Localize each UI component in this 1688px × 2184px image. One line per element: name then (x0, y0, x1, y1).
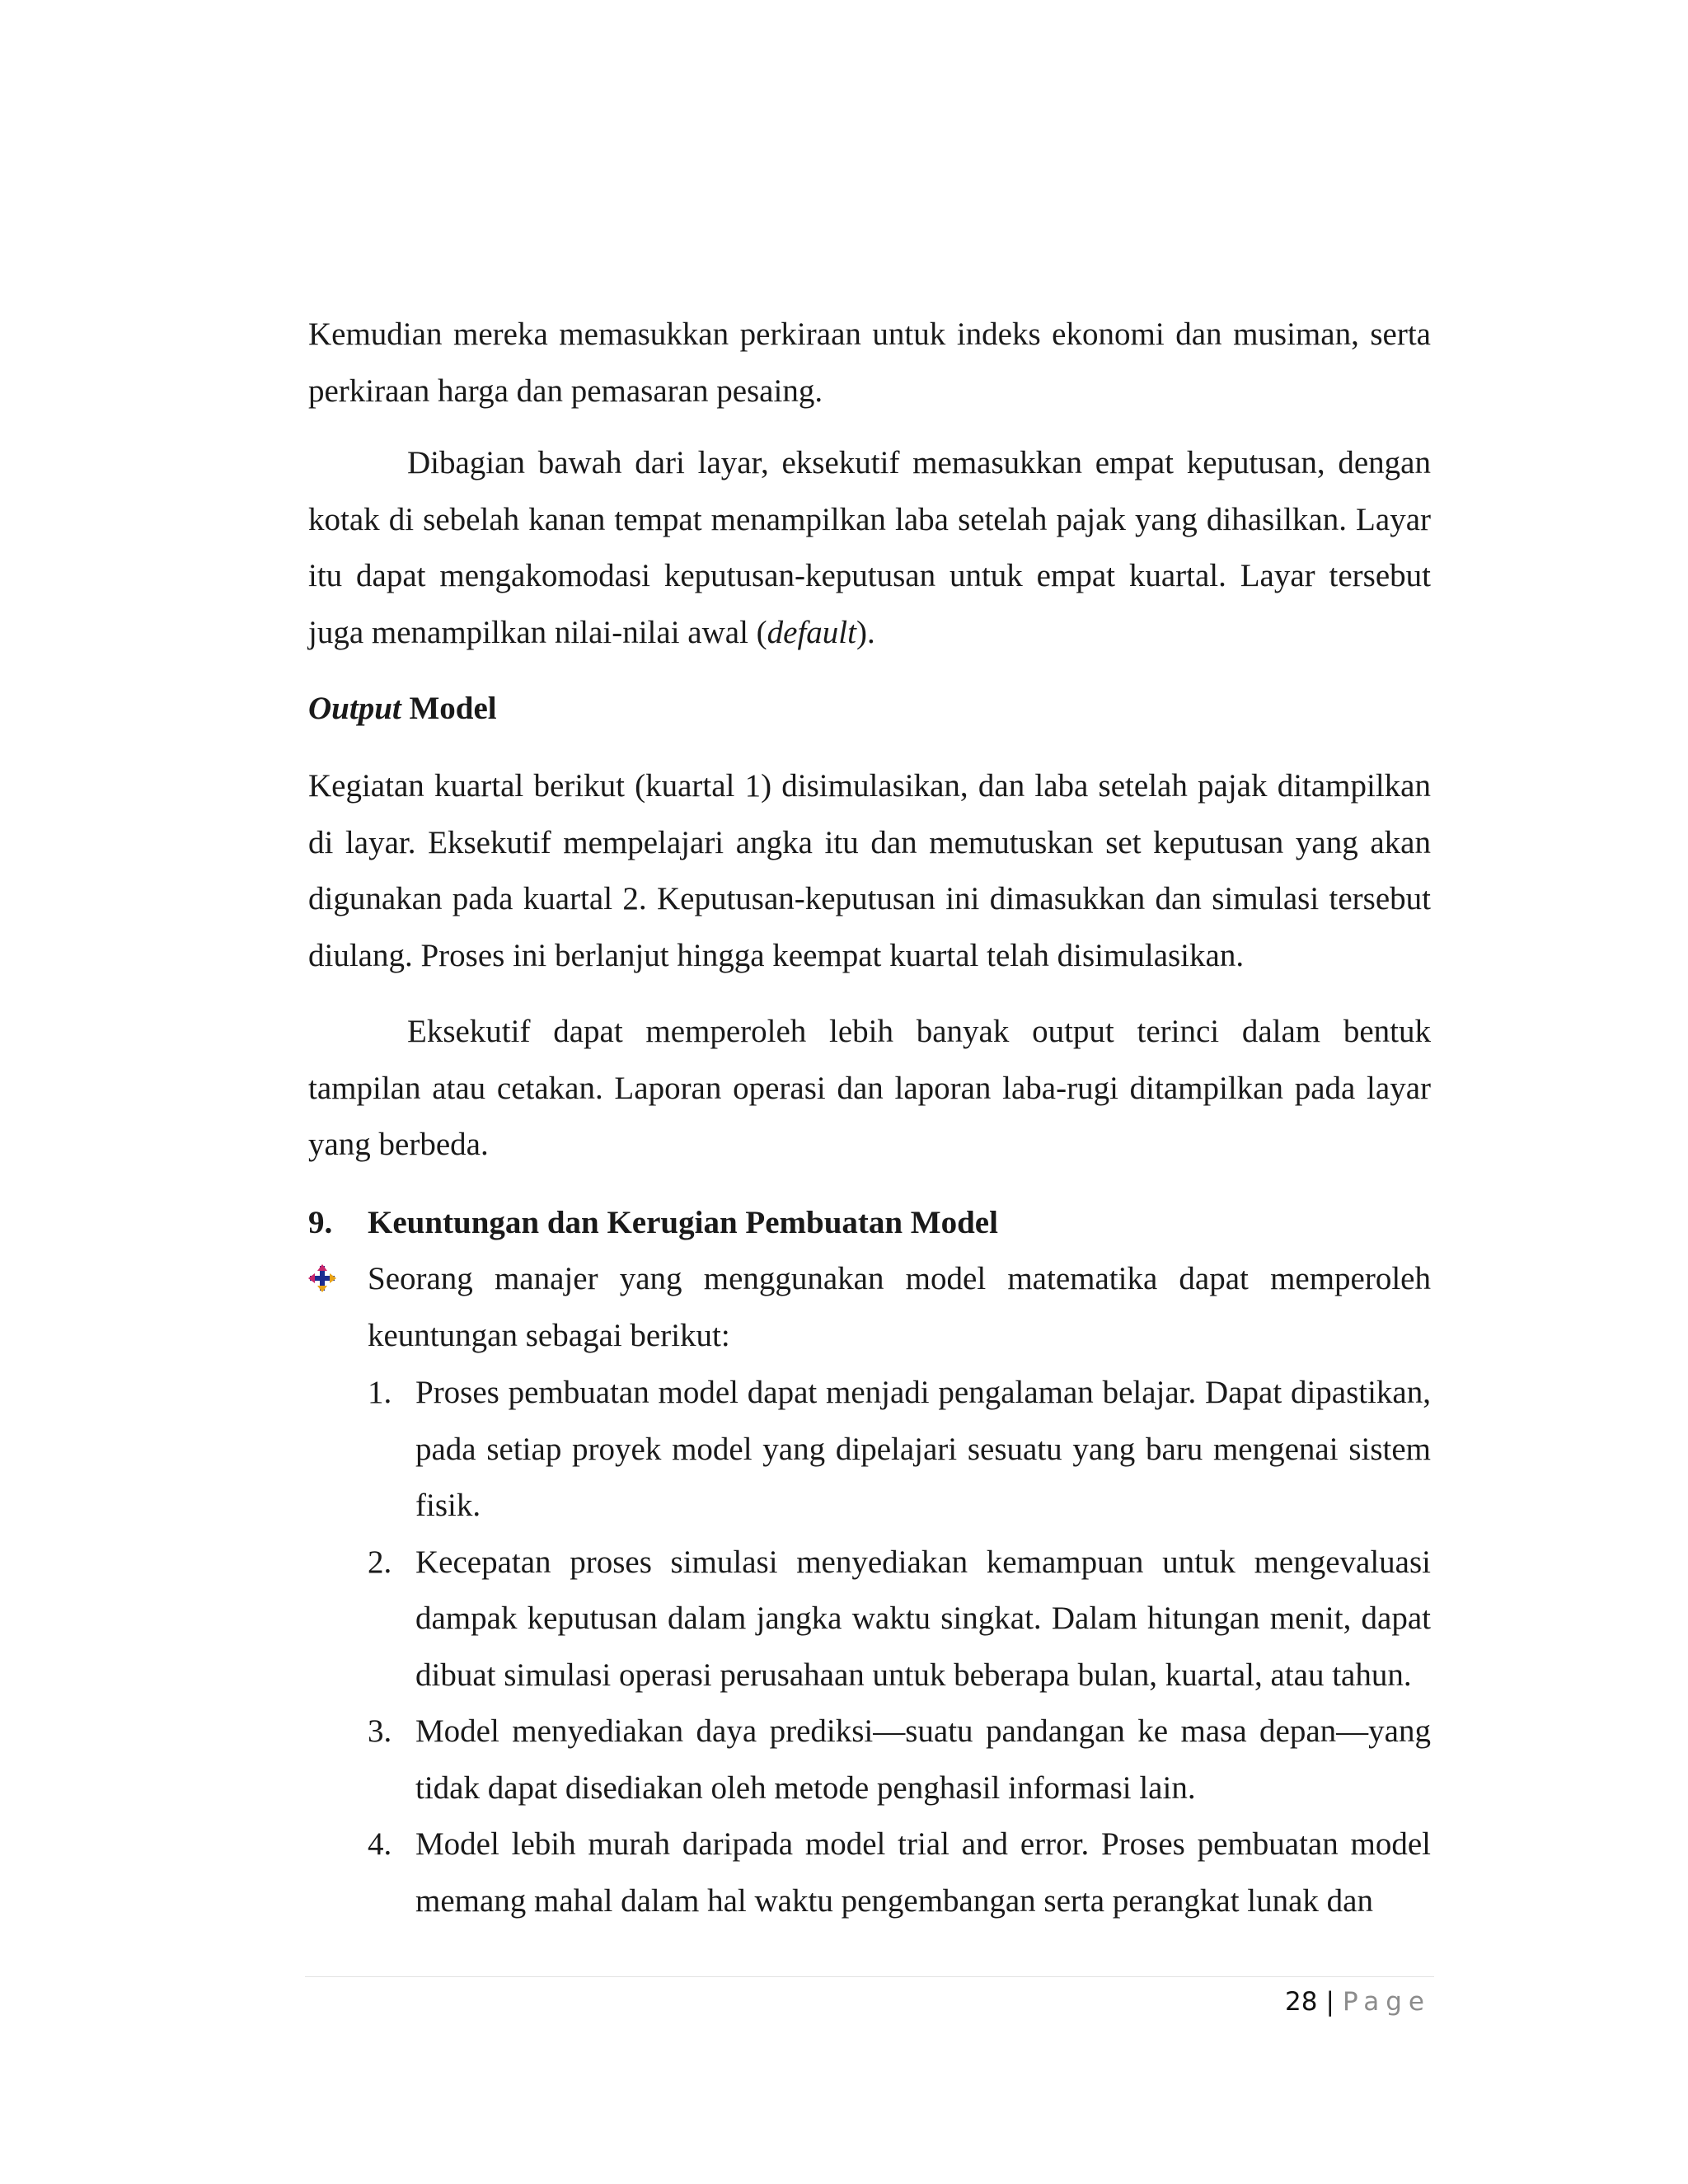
italic-term: default (767, 614, 856, 650)
page-label: Page (1342, 1987, 1431, 2017)
footer-divider (305, 1976, 1434, 1977)
list-item (368, 1816, 1431, 1929)
section-heading-output-model (308, 681, 497, 737)
heading-italic-part: Output (308, 691, 401, 726)
paragraph-text: Eksekutif dapat memperoleh lebih banyak output terinci dalam bentuk tampilan atau cetakan. Laporan operasi dan laporan laba-rugi ditampilkan pada layar yang berbeda. (308, 1014, 1431, 1162)
section-number: 9. (308, 1205, 333, 1240)
list-item (368, 1365, 1431, 1535)
list-marker: 4. (368, 1826, 392, 1862)
paragraph-text: Kemudian mereka memasukkan perkiraan untuk indeks ekonomi dan musiman, serta perkiraan harga dan pemasaran pesaing. (308, 316, 1431, 409)
list-marker: 2. (368, 1544, 392, 1580)
page-number: 28 (1285, 1987, 1318, 2017)
section-heading-9 (308, 1195, 998, 1251)
paragraph-text-part: Dibagian bawah dari layar, eksekutif memasukkan empat keputusan, dengan kotak di sebelah kanan tempat menampilkan laba setelah pajak yang dihasilkan. Layar itu dapat mengakomodasi keputusan-keputusan untuk empat kuartal. Layar tersebut juga menampilkan nilai-nilai awal ( (308, 445, 1431, 650)
paragraph-text: Kegiatan kuartal berikut (kuartal 1) disimulasikan, dan laba setelah pajak ditampilkan di layar. Eksekutif mempelajari angka itu dan memutuskan set keputusan yang akan digunakan pada kuartal 2. Keputusan-keputusan ini dimasukkan dan simulasi tersebut diulang. Proses ini berlanjut hingga keempat kuartal telah disimulasikan. (308, 768, 1431, 973)
bullet-paragraph (308, 1251, 1431, 1364)
bullet-text: Seorang manajer yang menggunakan model matematika dapat memperoleh keuntungan sebagai berikut: (368, 1261, 1431, 1353)
list-item-text: Kecepatan proses simulasi menyediakan kemampuan untuk mengevaluasi dampak keputusan dalam jangka waktu singkat. Dalam hitungan menit, dapat dibuat simulasi operasi perusahaan untuk beberapa bulan, kuartal, atau tahun. (415, 1544, 1431, 1693)
list-marker: 1. (368, 1375, 392, 1410)
list-item-text: Proses pembuatan model dapat menjadi pengalaman belajar. Dapat dipastikan, pada setiap proyek model yang dipelajari sesuatu yang baru mengenai sistem fisik. (415, 1375, 1431, 1523)
paragraph-quarter-simulation (308, 758, 1431, 984)
list-item-text: Model menyediakan daya prediksi—suatu pandangan ke masa depan—yang tidak dapat disediakan oleh metode penghasil informasi lain. (415, 1713, 1431, 1806)
paragraph-detailed-output (308, 1004, 1431, 1174)
four-arrows-bullet-icon (308, 1264, 336, 1292)
page-footer (1285, 1980, 1431, 2024)
list-item (368, 1704, 1431, 1816)
paragraph-text-part: ). (856, 614, 875, 650)
section-title: Keuntungan dan Kerugian Pembuatan Model (368, 1205, 998, 1240)
benefits-list (368, 1365, 1431, 1929)
footer-separator: | (1325, 1987, 1334, 2017)
list-marker: 3. (368, 1713, 392, 1749)
paragraph-intro (308, 307, 1431, 419)
heading-text-part: Model (401, 691, 497, 726)
list-item (368, 1535, 1431, 1704)
paragraph-screen-bottom (308, 435, 1431, 661)
paragraph-text (308, 435, 1431, 661)
list-item-text: Model lebih murah daripada model trial and error. Proses pembuatan model memang mahal dalam hal waktu pengembangan serta perangkat lunak dan (415, 1826, 1431, 1919)
